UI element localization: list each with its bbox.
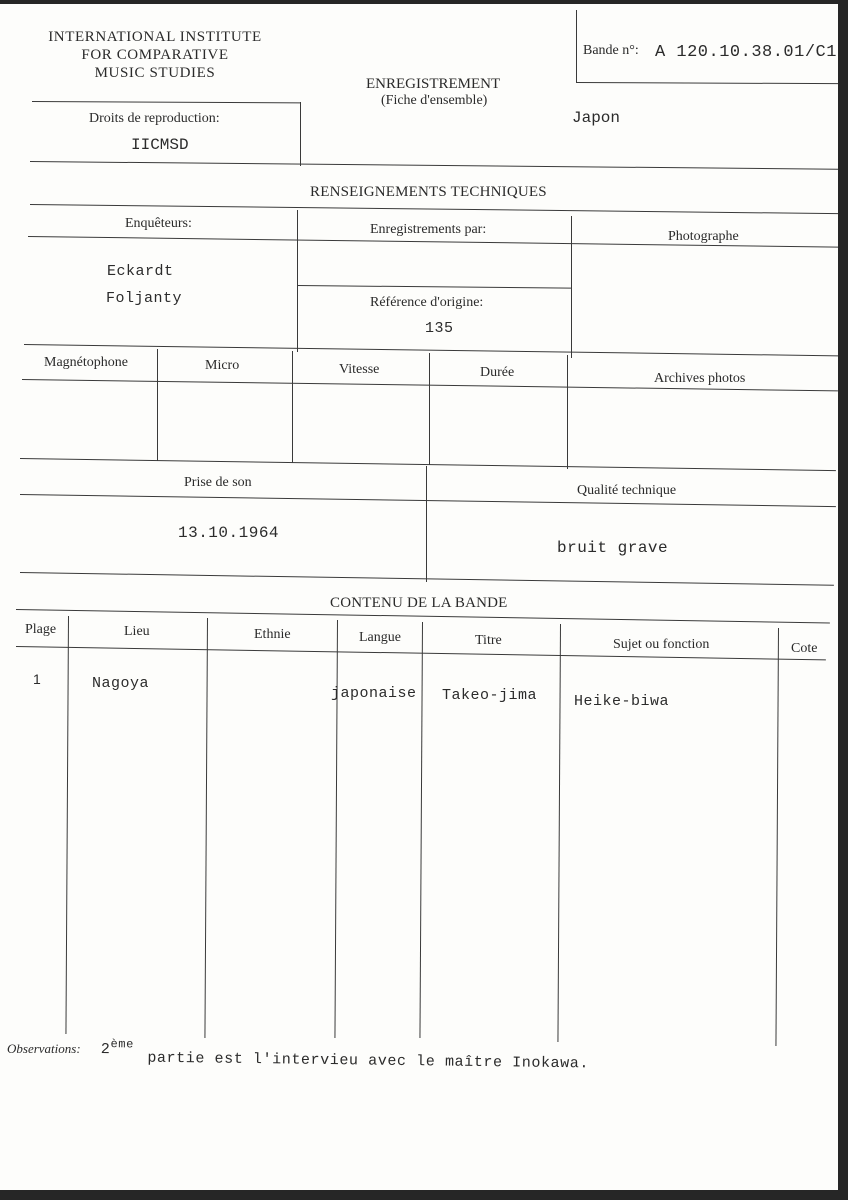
observations-text xyxy=(100,1037,590,1073)
enregistrement-subtitle: (Fiche d'ensemble) xyxy=(381,93,488,108)
observations-superscript: ème xyxy=(110,1037,135,1052)
contenu-header-sujet: Sujet ou fonction xyxy=(613,637,710,652)
equipment-top-line xyxy=(24,344,838,356)
contenu-header-lieu: Lieu xyxy=(124,624,150,639)
equipment-divider-1 xyxy=(157,349,158,461)
reference-label: Référence d'origine: xyxy=(370,295,484,310)
bande-box-bottom-border xyxy=(576,82,838,84)
photographe-label: Photographe xyxy=(668,229,739,244)
renseignements-underline xyxy=(30,204,838,214)
row-plage: 1 xyxy=(33,671,41,687)
reference-top-line xyxy=(297,285,571,289)
institute-line-3: MUSIC STUDIES xyxy=(94,65,216,81)
bande-label: Bande n°: xyxy=(583,43,639,58)
contenu-divider-ethnie xyxy=(334,620,338,1038)
institute-name xyxy=(30,28,280,82)
contenu-divider-sujet xyxy=(775,628,779,1046)
row-lieu: Nagoya xyxy=(92,675,150,692)
prise-de-son-label: Prise de son xyxy=(184,475,252,490)
contenu-divider-plage xyxy=(65,616,69,1034)
header-bottom-border xyxy=(30,161,838,170)
droits-label: Droits de reproduction: xyxy=(89,111,220,126)
equipment-divider-3 xyxy=(429,353,430,465)
observations-body: partie est l'intervieu avec le maître Inokawa. xyxy=(147,1049,590,1073)
contenu-header-plage: Plage xyxy=(25,622,57,637)
droits-right-border xyxy=(300,102,301,166)
qualite-technique-value: bruit grave xyxy=(557,539,669,557)
bande-number: A 120.10.38.01/C1 xyxy=(655,43,837,62)
prise-de-son-divider xyxy=(426,466,427,582)
row-langue: japonaise xyxy=(331,685,417,702)
equipment-header-magnetophone: Magnétophone xyxy=(44,355,128,370)
renseignements-divider-1 xyxy=(297,210,298,352)
contenu-title: CONTENU DE LA BANDE xyxy=(330,595,508,611)
row-sujet: Heike-biwa xyxy=(574,693,670,710)
qualite-technique-label: Qualité technique xyxy=(577,483,677,498)
enregistrements-par-label: Enregistrements par: xyxy=(370,222,487,237)
equipment-header-vitesse: Vitesse xyxy=(339,362,380,377)
contenu-header-cote: Cote xyxy=(791,641,818,656)
equipment-header-archives-photos: Archives photos xyxy=(654,371,746,386)
contenu-divider-titre xyxy=(557,624,561,1042)
equipment-header-duree: Durée xyxy=(480,365,515,380)
observations-number: 2 xyxy=(100,1040,111,1059)
contenu-header-ethnie: Ethnie xyxy=(254,627,291,642)
country-value: Japon xyxy=(572,109,621,127)
enqueteurs-label: Enquêteurs: xyxy=(125,216,192,231)
droits-top-border xyxy=(32,101,300,103)
droits-value: IICMSD xyxy=(131,136,189,154)
renseignements-divider-2 xyxy=(571,216,572,358)
contenu-header-langue: Langue xyxy=(359,630,401,645)
renseignements-title: RENSEIGNEMENTS TECHNIQUES xyxy=(310,184,547,200)
contenu-divider-lieu xyxy=(204,618,208,1038)
equipment-divider-2 xyxy=(292,351,293,463)
enqueteur-2: Foljanty xyxy=(106,290,183,307)
observations-label: Observations: xyxy=(7,1041,81,1056)
prise-de-son-header-line xyxy=(20,494,836,507)
enregistrement-title: ENREGISTREMENT xyxy=(366,76,501,92)
institute-line-1: INTERNATIONAL INSTITUTE xyxy=(48,29,262,45)
equipment-divider-4 xyxy=(567,355,568,469)
institute-line-2: FOR COMPARATIVE xyxy=(81,47,229,63)
contenu-header-titre: Titre xyxy=(475,633,502,648)
prise-de-son-date: 13.10.1964 xyxy=(178,524,280,542)
contenu-divider-langue xyxy=(419,622,423,1038)
prise-de-son-top-line xyxy=(20,458,836,471)
reference-value: 135 xyxy=(425,320,454,337)
bande-box-left-border xyxy=(576,10,577,82)
enqueteur-1: Eckardt xyxy=(107,263,174,280)
equipment-header-micro: Micro xyxy=(205,358,240,373)
row-titre: Takeo-jima xyxy=(442,687,538,704)
record-sheet xyxy=(0,4,838,1190)
